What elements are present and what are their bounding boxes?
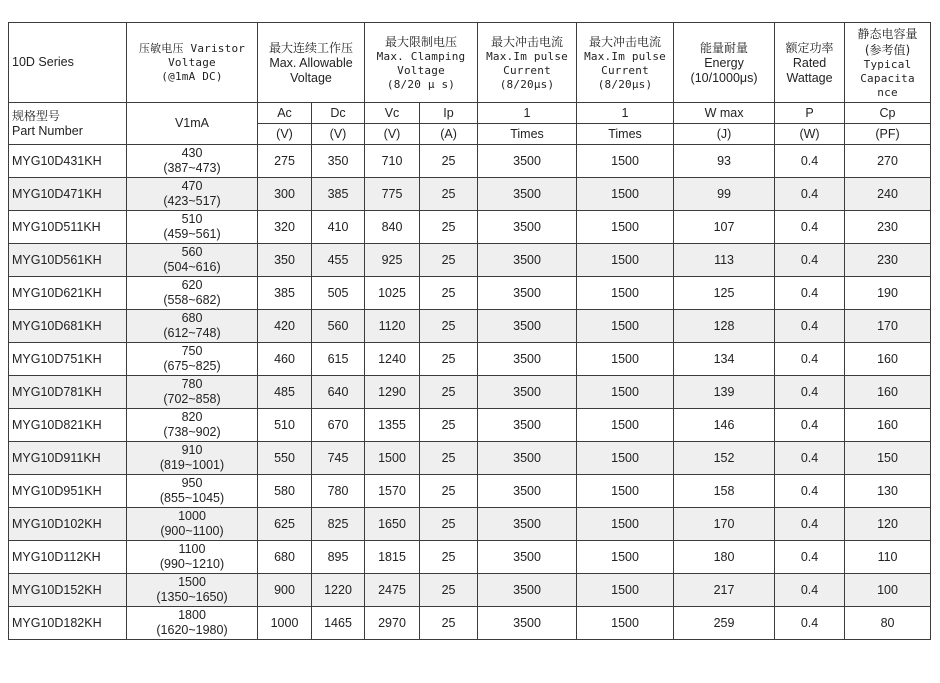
cell-w: 128 (674, 310, 775, 343)
part-number-cell: MYG10D621KH (9, 277, 127, 310)
varistor-voltage-cell (127, 178, 258, 211)
table-row (9, 475, 931, 508)
cell-t2: 1500 (577, 145, 674, 178)
cell-p: 0.4 (775, 244, 845, 277)
cell-ac: 900 (258, 574, 312, 607)
cell-ac: 550 (258, 442, 312, 475)
voltage-range: (900~1100) (160, 524, 224, 538)
cell-t2: 1500 (577, 244, 674, 277)
cell-cp: 130 (845, 475, 931, 508)
cell-t2: 1500 (577, 310, 674, 343)
voltage-range: (612~748) (163, 326, 221, 340)
cell-vc: 2475 (365, 574, 420, 607)
cell-vc: 840 (365, 211, 420, 244)
cell-t2: 1500 (577, 211, 674, 244)
cell-w: 107 (674, 211, 775, 244)
cell-ip: 25 (420, 409, 478, 442)
series-cell (9, 23, 127, 103)
cell-cp: 120 (845, 508, 931, 541)
part-number-cell: MYG10D102KH (9, 508, 127, 541)
cell-p: 0.4 (775, 277, 845, 310)
cell-vc: 1290 (365, 376, 420, 409)
cell-dc: 410 (312, 211, 365, 244)
symbol-ip: Ip (420, 103, 478, 124)
varistor-header-l2: Voltage (168, 55, 216, 69)
symbol-vc: Vc (365, 103, 420, 124)
clamping-header-l2: Max. Clamping (376, 49, 466, 63)
nominal-voltage: 910 (181, 443, 203, 457)
energy-header-cn: 能量耐量 (700, 40, 749, 55)
part-number-cell: MYG10D781KH (9, 376, 127, 409)
unit-ip: (A) (420, 124, 478, 145)
cell-t2: 1500 (577, 409, 674, 442)
cell-p: 0.4 (775, 508, 845, 541)
nominal-voltage: 510 (181, 212, 203, 226)
cell-vc: 1240 (365, 343, 420, 376)
allowable-voltage-header (258, 23, 365, 103)
cell-t1: 3500 (478, 442, 577, 475)
part-number-cell: MYG10D471KH (9, 178, 127, 211)
cell-dc: 385 (312, 178, 365, 211)
cell-ac: 300 (258, 178, 312, 211)
cell-vc: 1500 (365, 442, 420, 475)
wattage-header-l2: Rated (792, 55, 827, 70)
table-row (9, 145, 931, 178)
voltage-range: (819~1001) (159, 458, 225, 472)
table-row (9, 409, 931, 442)
cell-cp: 160 (845, 376, 931, 409)
clamping-header-l3: Voltage (397, 63, 445, 77)
cell-ac: 680 (258, 541, 312, 574)
unit-vc: (V) (365, 124, 420, 145)
cell-w: 146 (674, 409, 775, 442)
cell-cp: 150 (845, 442, 931, 475)
varistor-voltage-cell (127, 310, 258, 343)
table-row (9, 211, 931, 244)
nominal-voltage: 820 (181, 410, 203, 424)
varistor-header-cn: 压敏电压 Varistor (138, 41, 246, 55)
capacitance-header-cn: 静态电容量 (857, 26, 918, 41)
nominal-voltage: 430 (181, 146, 203, 160)
cell-dc: 615 (312, 343, 365, 376)
cell-t2: 1500 (577, 376, 674, 409)
cell-p: 0.4 (775, 541, 845, 574)
varistor-voltage-cell (127, 211, 258, 244)
symbol-pulse2: 1 (577, 103, 674, 124)
nominal-voltage: 680 (181, 311, 203, 325)
cell-w: 134 (674, 343, 775, 376)
cell-cp: 230 (845, 211, 931, 244)
cell-vc: 1570 (365, 475, 420, 508)
cell-vc: 710 (365, 145, 420, 178)
wattage-header (775, 23, 845, 103)
varistor-voltage-cell (127, 343, 258, 376)
cell-t2: 1500 (577, 508, 674, 541)
part-number-cell: MYG10D751KH (9, 343, 127, 376)
cell-t1: 3500 (478, 376, 577, 409)
table-body (9, 145, 931, 640)
capacitance-header (845, 23, 931, 103)
pulse-current-1-header (478, 23, 577, 103)
cell-t1: 3500 (478, 574, 577, 607)
pulse1-header-l4: (8/20μs) (499, 77, 555, 91)
cell-p: 0.4 (775, 343, 845, 376)
allowable-header-l3: Voltage (290, 70, 332, 85)
cell-t1: 3500 (478, 244, 577, 277)
pulse1-header-l3: Current (503, 63, 551, 77)
cell-ac: 385 (258, 277, 312, 310)
cell-ip: 25 (420, 277, 478, 310)
allowable-header-cn: 最大连续工作压 (269, 40, 354, 55)
table-header (9, 23, 931, 145)
cell-dc: 455 (312, 244, 365, 277)
table-row (9, 277, 931, 310)
table-row (9, 343, 931, 376)
cell-dc: 745 (312, 442, 365, 475)
cell-p: 0.4 (775, 310, 845, 343)
voltage-range: (1620~1980) (156, 623, 228, 637)
varistor-voltage-cell (127, 277, 258, 310)
nominal-voltage: 1500 (178, 575, 206, 589)
cell-ip: 25 (420, 244, 478, 277)
nominal-voltage: 750 (181, 344, 203, 358)
varistor-voltage-cell (127, 541, 258, 574)
part-number-cell: MYG10D951KH (9, 475, 127, 508)
cell-p: 0.4 (775, 376, 845, 409)
cell-w: 217 (674, 574, 775, 607)
cell-w: 93 (674, 145, 775, 178)
capacitance-header-l5: nce (877, 85, 898, 99)
cell-w: 259 (674, 607, 775, 640)
part-header-en: Part Number (12, 124, 83, 138)
unit-wattage: (W) (775, 124, 845, 145)
cell-t1: 3500 (478, 508, 577, 541)
cell-dc: 350 (312, 145, 365, 178)
cell-t2: 1500 (577, 277, 674, 310)
varistor-voltage-cell (127, 574, 258, 607)
energy-header-l3: (10/1000μs) (690, 70, 758, 85)
table-row (9, 244, 931, 277)
pulse2-header-l4: (8/20μs) (597, 77, 653, 91)
cell-ac: 580 (258, 475, 312, 508)
cell-t1: 3500 (478, 178, 577, 211)
table-row (9, 442, 931, 475)
voltage-range: (738~902) (163, 425, 221, 439)
voltage-range: (558~682) (163, 293, 221, 307)
cell-ip: 25 (420, 343, 478, 376)
cell-cp: 110 (845, 541, 931, 574)
cell-dc: 505 (312, 277, 365, 310)
cell-p: 0.4 (775, 211, 845, 244)
cell-ac: 460 (258, 343, 312, 376)
energy-header-l2: Energy (704, 55, 744, 70)
symbol-cp: Cp (845, 103, 931, 124)
varistor-voltage-cell (127, 244, 258, 277)
voltage-range: (675~825) (163, 359, 221, 373)
nominal-voltage: 950 (181, 476, 203, 490)
part-number-cell: MYG10D911KH (9, 442, 127, 475)
cell-t2: 1500 (577, 475, 674, 508)
cell-cp: 100 (845, 574, 931, 607)
varistor-voltage-cell (127, 442, 258, 475)
cell-dc: 640 (312, 376, 365, 409)
varistor-spec-table (8, 22, 931, 640)
voltage-range: (855~1045) (159, 491, 225, 505)
part-number-cell: MYG10D152KH (9, 574, 127, 607)
varistor-header-l3: (@1mA DC) (161, 69, 223, 83)
capacitance-header-l2: (参考值) (864, 42, 911, 57)
voltage-range: (990~1210) (159, 557, 225, 571)
cell-vc: 1355 (365, 409, 420, 442)
symbol-pulse1: 1 (478, 103, 577, 124)
cell-ip: 25 (420, 145, 478, 178)
cell-dc: 560 (312, 310, 365, 343)
cell-vc: 775 (365, 178, 420, 211)
symbol-ac: Ac (258, 103, 312, 124)
cell-p: 0.4 (775, 442, 845, 475)
cell-cp: 240 (845, 178, 931, 211)
wattage-header-cn: 额定功率 (785, 40, 834, 55)
nominal-voltage: 1000 (178, 509, 206, 523)
cell-cp: 270 (845, 145, 931, 178)
cell-ip: 25 (420, 178, 478, 211)
cell-cp: 160 (845, 343, 931, 376)
pulse2-header-l3: Current (601, 63, 649, 77)
varistor-voltage-cell (127, 475, 258, 508)
pulse1-header-l2: Max.Im pulse (486, 49, 568, 63)
cell-w: 152 (674, 442, 775, 475)
voltage-range: (387~473) (163, 161, 221, 175)
cell-t1: 3500 (478, 475, 577, 508)
cell-ip: 25 (420, 211, 478, 244)
wattage-header-l3: Wattage (786, 70, 833, 85)
cell-t1: 3500 (478, 409, 577, 442)
cell-dc: 780 (312, 475, 365, 508)
cell-ac: 625 (258, 508, 312, 541)
varistor-voltage-cell (127, 508, 258, 541)
varistor-voltage-cell (127, 409, 258, 442)
cell-p: 0.4 (775, 574, 845, 607)
cell-ip: 25 (420, 442, 478, 475)
varistor-voltage-header (127, 23, 258, 103)
cell-w: 139 (674, 376, 775, 409)
cell-t1: 3500 (478, 541, 577, 574)
table-row (9, 574, 931, 607)
table-row (9, 310, 931, 343)
cell-ip: 25 (420, 310, 478, 343)
symbol-v1ma: V1mA (127, 103, 258, 145)
cell-t1: 3500 (478, 343, 577, 376)
cell-t2: 1500 (577, 541, 674, 574)
part-number-header (9, 103, 127, 145)
cell-cp: 230 (845, 244, 931, 277)
cell-p: 0.4 (775, 145, 845, 178)
cell-t1: 3500 (478, 211, 577, 244)
table-row (9, 508, 931, 541)
part-number-cell: MYG10D182KH (9, 607, 127, 640)
cell-ip: 25 (420, 508, 478, 541)
table-row (9, 178, 931, 211)
part-header-cn: 规格型号 (12, 109, 61, 123)
clamping-header-cn: 最大限制电压 (385, 34, 458, 49)
cell-ac: 350 (258, 244, 312, 277)
pulse2-header-l2: Max.Im pulse (584, 49, 666, 63)
nominal-voltage: 620 (181, 278, 203, 292)
cell-w: 99 (674, 178, 775, 211)
cell-dc: 825 (312, 508, 365, 541)
cell-ip: 25 (420, 607, 478, 640)
cell-vc: 1120 (365, 310, 420, 343)
cell-vc: 1650 (365, 508, 420, 541)
cell-ac: 1000 (258, 607, 312, 640)
cell-vc: 2970 (365, 607, 420, 640)
cell-cp: 80 (845, 607, 931, 640)
unit-ac: (V) (258, 124, 312, 145)
cell-p: 0.4 (775, 475, 845, 508)
symbol-wmax: W max (674, 103, 775, 124)
cell-cp: 190 (845, 277, 931, 310)
cell-t1: 3500 (478, 145, 577, 178)
table-row (9, 541, 931, 574)
voltage-range: (1350~1650) (156, 590, 228, 604)
series-label: 10D Series (12, 55, 74, 69)
cell-dc: 895 (312, 541, 365, 574)
nominal-voltage: 470 (181, 179, 203, 193)
cell-ip: 25 (420, 475, 478, 508)
unit-energy: (J) (674, 124, 775, 145)
voltage-range: (459~561) (163, 227, 221, 241)
voltage-range: (504~616) (163, 260, 221, 274)
varistor-voltage-cell (127, 607, 258, 640)
cell-dc: 670 (312, 409, 365, 442)
part-number-cell: MYG10D112KH (9, 541, 127, 574)
cell-vc: 1025 (365, 277, 420, 310)
cell-p: 0.4 (775, 409, 845, 442)
unit-capacitance: (PF) (845, 124, 931, 145)
cell-t1: 3500 (478, 607, 577, 640)
nominal-voltage: 560 (181, 245, 203, 259)
cell-t2: 1500 (577, 574, 674, 607)
cell-t2: 1500 (577, 607, 674, 640)
cell-ip: 25 (420, 376, 478, 409)
cell-cp: 160 (845, 409, 931, 442)
cell-vc: 925 (365, 244, 420, 277)
table-row (9, 376, 931, 409)
cell-p: 0.4 (775, 607, 845, 640)
unit-dc: (V) (312, 124, 365, 145)
cell-p: 0.4 (775, 178, 845, 211)
cell-cp: 170 (845, 310, 931, 343)
part-number-cell: MYG10D511KH (9, 211, 127, 244)
pulse-current-2-header (577, 23, 674, 103)
energy-header (674, 23, 775, 103)
cell-w: 113 (674, 244, 775, 277)
unit-pulse1: Times (478, 124, 577, 145)
symbol-dc: Dc (312, 103, 365, 124)
cell-t1: 3500 (478, 310, 577, 343)
capacitance-header-l4: Capacita (860, 71, 915, 85)
cell-w: 158 (674, 475, 775, 508)
nominal-voltage: 1100 (178, 542, 206, 556)
pulse2-header-cn: 最大冲击电流 (589, 34, 662, 49)
cell-ac: 320 (258, 211, 312, 244)
clamping-voltage-header (365, 23, 478, 103)
part-number-cell: MYG10D681KH (9, 310, 127, 343)
unit-pulse2: Times (577, 124, 674, 145)
part-number-cell: MYG10D431KH (9, 145, 127, 178)
part-number-cell: MYG10D821KH (9, 409, 127, 442)
cell-dc: 1220 (312, 574, 365, 607)
table-row (9, 607, 931, 640)
symbol-p: P (775, 103, 845, 124)
cell-dc: 1465 (312, 607, 365, 640)
cell-t2: 1500 (577, 442, 674, 475)
voltage-range: (702~858) (163, 392, 221, 406)
cell-ip: 25 (420, 541, 478, 574)
varistor-voltage-cell (127, 145, 258, 178)
cell-ac: 420 (258, 310, 312, 343)
nominal-voltage: 1800 (178, 608, 206, 622)
voltage-range: (423~517) (163, 194, 221, 208)
cell-t2: 1500 (577, 343, 674, 376)
capacitance-header-l3: Typical (863, 57, 912, 71)
pulse1-header-cn: 最大冲击电流 (491, 34, 564, 49)
cell-ac: 275 (258, 145, 312, 178)
cell-w: 180 (674, 541, 775, 574)
cell-t1: 3500 (478, 277, 577, 310)
nominal-voltage: 780 (181, 377, 203, 391)
cell-ac: 485 (258, 376, 312, 409)
allowable-header-l2: Max. Allowable (269, 55, 353, 70)
cell-t2: 1500 (577, 178, 674, 211)
cell-ac: 510 (258, 409, 312, 442)
cell-vc: 1815 (365, 541, 420, 574)
cell-w: 170 (674, 508, 775, 541)
part-number-cell: MYG10D561KH (9, 244, 127, 277)
clamping-header-l4: (8/20 μ s) (386, 77, 456, 91)
varistor-voltage-cell (127, 376, 258, 409)
cell-w: 125 (674, 277, 775, 310)
cell-ip: 25 (420, 574, 478, 607)
